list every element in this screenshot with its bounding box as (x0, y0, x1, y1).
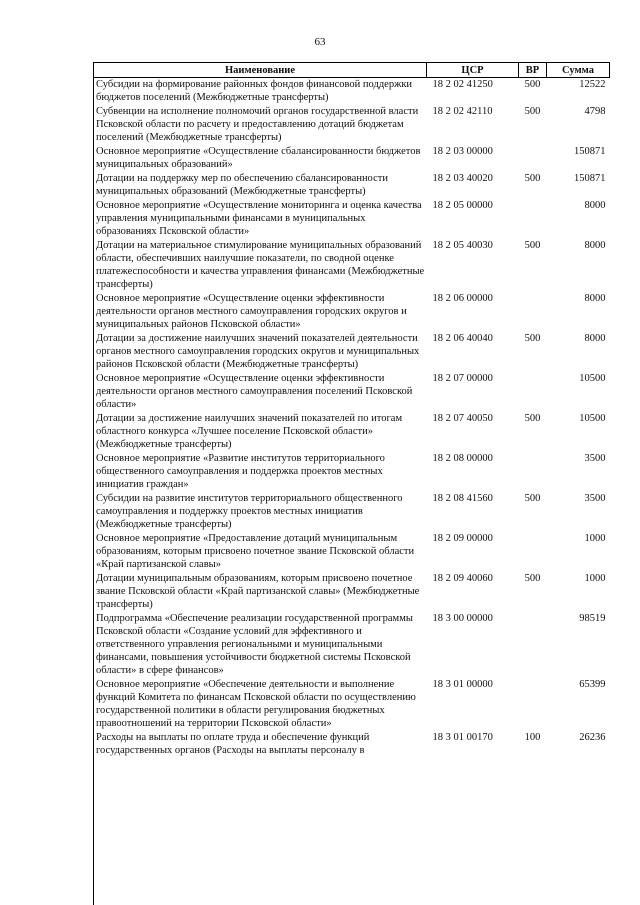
row-sum: 4798 (584, 106, 606, 117)
row-vr (519, 678, 547, 731)
row-csr: 18 2 07 40050 (432, 413, 493, 424)
row-vr (519, 612, 547, 678)
row-vr (519, 372, 547, 412)
row-name: Дотации на материальное стимулирование муниципальных образований области, обеспечивших наилучшие показатели, по сводной оценке платежеспособности и качества управления финансами (Межбюджетные трансферты) (94, 239, 427, 292)
row-vr (519, 292, 547, 332)
table-row (94, 145, 610, 172)
row-name: Расходы на выплаты по оплате труда и обеспечение функций государственных органов (Расходы на выплаты персоналу в (94, 731, 427, 758)
row-sum: 10500 (579, 373, 606, 384)
row-csr: 18 2 06 00000 (432, 293, 493, 304)
header-csr: ЦСР (427, 63, 519, 78)
row-vr: 500 (524, 106, 541, 117)
header-sum: Сумма (547, 63, 610, 78)
row-name: Основное мероприятие «Осуществление сбалансированности бюджетов муниципальных образований» (94, 145, 427, 172)
row-vr: 100 (524, 732, 541, 743)
row-sum: 65399 (579, 679, 606, 690)
row-vr: 500 (524, 333, 541, 344)
row-csr: 18 2 08 41560 (432, 493, 493, 504)
table-row (94, 492, 610, 532)
table-header-row (94, 63, 610, 78)
row-sum: 12522 (579, 79, 606, 90)
row-sum: 3500 (584, 493, 606, 504)
row-sum: 150871 (574, 146, 606, 157)
table-row (94, 731, 610, 758)
row-sum: 8000 (584, 200, 606, 211)
row-name: Подпрограмма «Обеспечение реализации государственной программы Псковской области «Создание условий для эффективного и ответственного управления региональными и муниципальными финансами, повышения устойчивости бюджетной системы Псковской области» в сфере финансов» (94, 612, 427, 678)
row-name: Дотации за достижение наилучших значений показателей деятельности органов местного самоуправления городских округов и муниципальных районов Псковской области (Межбюджетные трансферты) (94, 332, 427, 372)
row-name: Субсидии на развитие институтов территориального общественного самоуправления и поддержку проектов местных инициатив (Межбюджетные трансферты) (94, 492, 427, 532)
table-row (94, 412, 610, 452)
row-csr: 18 2 05 40030 (432, 240, 493, 251)
row-csr: 18 2 07 00000 (432, 373, 493, 384)
row-name: Основное мероприятие «Осуществление мониторинга и оценка качества управления муниципальными финансами в муниципальных образованиях Псковской области» (94, 199, 427, 239)
row-sum: 1000 (584, 573, 606, 584)
row-sum: 8000 (584, 293, 606, 304)
table-row (94, 332, 610, 372)
row-sum: 26236 (579, 732, 606, 743)
budget-table (93, 62, 610, 758)
row-vr (519, 452, 547, 492)
row-sum: 1000 (584, 533, 606, 544)
row-csr: 18 3 00 00000 (432, 613, 493, 624)
row-name: Основное мероприятие «Осуществление оценки эффективности деятельности органов местного самоуправления поселений Псковской области» (94, 372, 427, 412)
row-name: Субсидии на формирование районных фондов финансовой поддержки бюджетов поселений (Межбюджетные трансферты) (94, 78, 427, 106)
table-row (94, 452, 610, 492)
row-sum: 3500 (584, 453, 606, 464)
row-name: Дотации за достижение наилучших значений показателей по итогам областного конкурса «Лучшее поселение Псковской области» (Межбюджетные трансферты) (94, 412, 427, 452)
table-row (94, 372, 610, 412)
row-name: Основное мероприятие «Предоставление дотаций муниципальным образованиям, которым присвоено почетное звание Псковской области «Край партизанской славы» (94, 532, 427, 572)
row-name: Дотации на поддержку мер по обеспечению сбалансированности муниципальных образований (Межбюджетные трансферты) (94, 172, 427, 199)
row-csr: 18 2 05 00000 (432, 200, 493, 211)
row-csr: 18 2 03 40020 (432, 173, 493, 184)
row-name: Субвенции на исполнение полномочий органов государственной власти Псковской области по расчету и предоставлению дотаций бюджетам поселений (Межбюджетные трансферты) (94, 105, 427, 145)
table-row (94, 239, 610, 292)
row-csr: 18 2 02 41250 (432, 79, 493, 90)
table-row (94, 199, 610, 239)
row-name: Основное мероприятие «Осуществление оценки эффективности деятельности органов местного самоуправления городских округов и муниципальных районов Псковской области» (94, 292, 427, 332)
row-name: Основное мероприятие «Развитие институтов территориального общественного самоуправления и поддержка проектов местных инициатив граждан» (94, 452, 427, 492)
row-csr: 18 2 09 00000 (432, 533, 493, 544)
row-sum: 98519 (579, 613, 606, 624)
table-row (94, 612, 610, 678)
row-csr: 18 2 02 42110 (432, 106, 493, 117)
table-row (94, 292, 610, 332)
row-vr (519, 532, 547, 572)
table-row (94, 678, 610, 731)
table-row (94, 172, 610, 199)
row-csr: 18 2 08 00000 (432, 453, 493, 464)
row-sum: 8000 (584, 333, 606, 344)
row-sum: 10500 (579, 413, 606, 424)
row-sum: 150871 (574, 173, 606, 184)
row-vr: 500 (524, 493, 541, 504)
row-vr: 500 (524, 573, 541, 584)
row-sum: 8000 (584, 240, 606, 251)
row-vr (519, 199, 547, 239)
row-csr: 18 2 09 40060 (432, 573, 493, 584)
row-vr: 500 (524, 413, 541, 424)
row-vr: 500 (524, 240, 541, 251)
row-csr: 18 2 03 00000 (432, 146, 493, 157)
row-name: Дотации муниципальным образованиям, которым присвоено почетное звание Псковской области «Край партизанской славы» (Межбюджетные трансферты) (94, 572, 427, 612)
row-vr: 500 (524, 79, 541, 90)
row-vr (519, 145, 547, 172)
table-body (94, 78, 610, 759)
table-row (94, 532, 610, 572)
row-csr: 18 3 01 00000 (432, 679, 493, 690)
table-row (94, 105, 610, 145)
row-csr: 18 2 06 40040 (432, 333, 493, 344)
header-vr: ВР (519, 63, 547, 78)
header-name: Наименование (94, 63, 427, 78)
row-csr: 18 3 01 00170 (432, 732, 493, 743)
row-name: Основное мероприятие «Обеспечение деятельности и выполнение функций Комитета по финансам Псковской области по осуществлению государственной политики в области регулирования бюджетных правоотношений на территории Псковской области» (94, 678, 427, 731)
table-row (94, 572, 610, 612)
row-vr: 500 (524, 173, 541, 184)
table-row (94, 78, 610, 106)
page-number: 63 (314, 36, 326, 48)
